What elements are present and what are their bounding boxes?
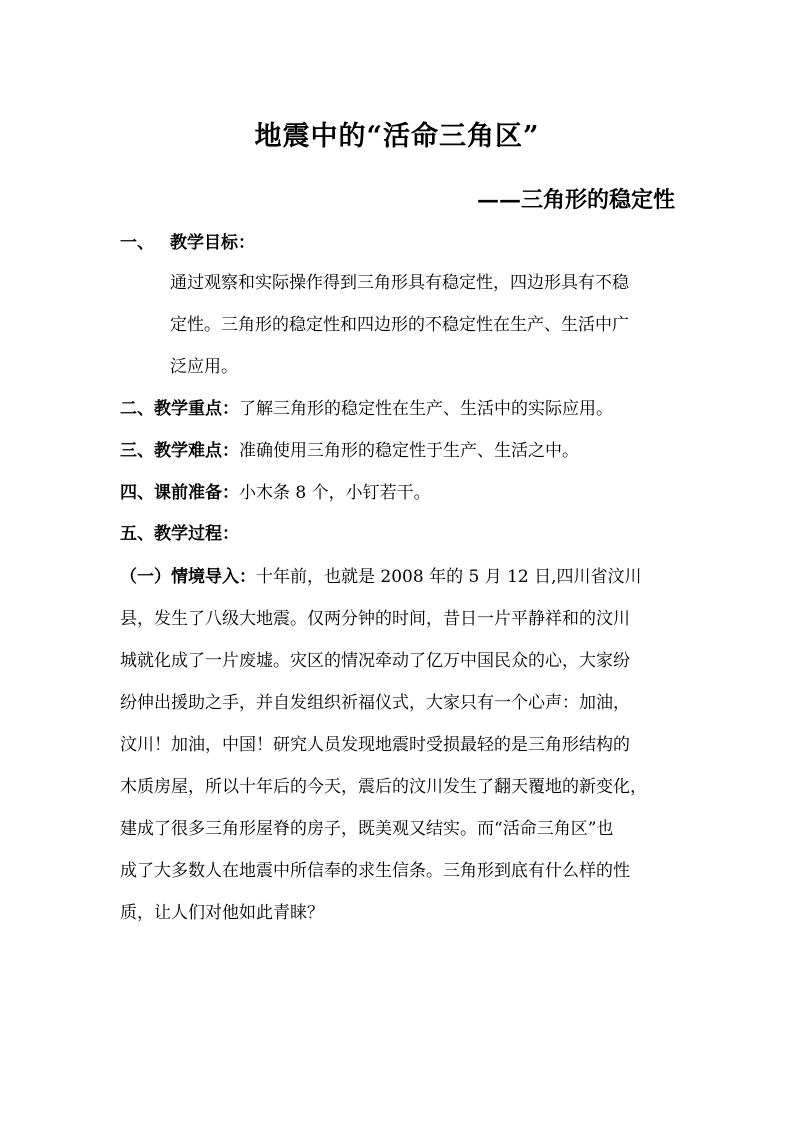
section-1-label: 教学目标：: [170, 233, 255, 253]
section-2-label: 二、教学重点：: [120, 399, 239, 419]
intro-line-2: 县，发生了八级大地震。仅两分钟的时间，昔日一片平静祥和的汶川: [120, 609, 630, 629]
section-3-text: 准确使用三角形的稳定性于生产、生活之中。: [239, 441, 579, 461]
section-2-text: 了解三角形的稳定性在生产、生活中的实际应用。: [239, 399, 613, 419]
intro-line-5: 汶川！加油，中国！研究人员发现地震时受损最轻的是三角形结构的: [120, 735, 630, 755]
intro-line-3: 城就化成了一片废墟。灾区的情况牵动了亿万中国民众的心，大家纷: [120, 651, 630, 671]
intro-line-6: 木质房屋，所以十年后的今天，震后的汶川发生了翻天覆地的新变化，: [120, 777, 647, 797]
intro-line-4: 纷伸出援助之手，并自发组织祈福仪式，大家只有一个心声：加油，: [120, 693, 630, 713]
section-4-text: 小木条 8 个，小钉若干。: [239, 483, 431, 503]
section-1-line-2: 定性。三角形的稳定性和四边形的不稳定性在生产、生活中广: [170, 315, 629, 335]
intro-line-8: 成了大多数人在地震中所信奉的求生信条。三角形到底有什么样的性: [120, 861, 630, 881]
section-3-label: 三、教学难点：: [120, 441, 239, 461]
intro-line-7: 建成了很多三角形屋脊的房子，既美观又结实。而“活命三角区”也: [120, 819, 614, 839]
intro-line-1: [120, 563, 642, 591]
document-title: 地震中的“活命三角区”: [254, 121, 540, 152]
intro-first-line: 十年前，也就是 2008 年的 5 月 12 日,四川省汶川: [256, 567, 642, 587]
intro-line-9: 质，让人们对他如此青睐？: [120, 903, 324, 923]
section-5-heading: 五、教学过程：: [120, 524, 239, 544]
section-4-label: 四、课前准备：: [120, 483, 239, 503]
section-3: [120, 437, 579, 465]
section-2: [120, 395, 613, 423]
intro-label: （一）情境导入：: [120, 567, 256, 587]
section-1-number: 一、: [120, 233, 154, 253]
section-1-heading: [120, 229, 255, 257]
document-subtitle: ——三角形的稳定性: [476, 187, 675, 213]
section-1-line-1: 通过观察和实际操作得到三角形具有稳定性，四边形具有不稳: [170, 273, 629, 293]
section-4: [120, 479, 431, 507]
section-1-line-3: 泛应用。: [170, 357, 238, 377]
